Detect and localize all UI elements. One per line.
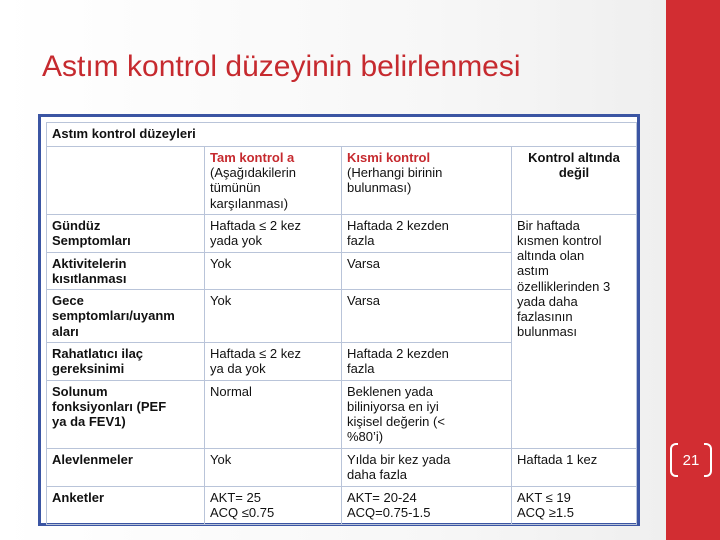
controlled-cell: Haftada ≤ 2 kez yada yok [205, 214, 342, 252]
asthma-control-table [46, 122, 637, 525]
controlled-cell: AKT= 25 ACQ ≤0.75 [205, 486, 342, 524]
partly-cell: AKT= 20-24 ACQ=0.75-1.5 [342, 486, 512, 524]
row-label: Solunum fonksiyonları (PEF ya da FEV1) [47, 380, 205, 448]
partly-cell: Beklenen yada biliniyorsa en iyi kişisel değerin (< %80’i) [342, 380, 512, 448]
controlled-cell: Yok [205, 290, 342, 343]
slide-title: Astım kontrol düzeyinin belirlenmesi [42, 50, 521, 83]
page-number: 21 [682, 451, 700, 469]
row-label: Aktivitelerin kısıtlanması [47, 252, 205, 289]
header-partly-note: (Herhangi birinin bulunması) [347, 165, 443, 196]
partly-cell: Varsa [342, 290, 512, 343]
header-controlled-note: (Aşağıdakilerin tümünün karşılanması) [210, 165, 296, 211]
controlled-cell: Yok [205, 252, 342, 289]
left-bracket-icon [670, 443, 678, 477]
table-row-exacerbation [47, 448, 637, 486]
header-partly-title: Kısmi kontrol [347, 150, 431, 165]
table-row-questionnaires [47, 486, 637, 524]
partly-cell: Yılda bir kez yada daha fazla [342, 448, 512, 486]
row-label: Gündüz Semptomları [47, 214, 205, 252]
uncontrolled-merged-cell: Bir haftada kısmen kontrol altında olan astım özelliklerinden 3 yada daha fazlasının bulunması [512, 214, 637, 448]
partly-cell: Haftada 2 kezden fazla [342, 343, 512, 380]
table-caption: Astım kontrol düzeyleri [47, 123, 637, 147]
row-label: Rahatlatıcı ilaç gereksinimi [47, 343, 205, 380]
header-uncontrolled: Kontrol altında değil [512, 147, 637, 215]
header-partly [342, 147, 512, 215]
right-bracket-icon [704, 443, 712, 477]
table-row [47, 214, 637, 252]
row-label: Gece semptomları/uyanm aları [47, 290, 205, 343]
header-empty-cell [47, 147, 205, 215]
page-number-badge [670, 443, 712, 477]
partly-cell: Varsa [342, 252, 512, 289]
controlled-cell: Haftada ≤ 2 kez ya da yok [205, 343, 342, 380]
controlled-cell: Normal [205, 380, 342, 448]
uncontrolled-cell: Haftada 1 kez [512, 448, 637, 486]
partly-cell: Haftada 2 kezden fazla [342, 214, 512, 252]
header-controlled [205, 147, 342, 215]
row-label: Anketler [47, 486, 205, 524]
header-row [47, 147, 637, 215]
controlled-cell: Yok [205, 448, 342, 486]
header-controlled-title: Tam kontrol a [210, 150, 295, 165]
row-label: Alevlenmeler [47, 448, 205, 486]
asthma-control-table-frame [38, 114, 640, 526]
uncontrolled-cell: AKT ≤ 19 ACQ ≥1.5 [512, 486, 637, 524]
